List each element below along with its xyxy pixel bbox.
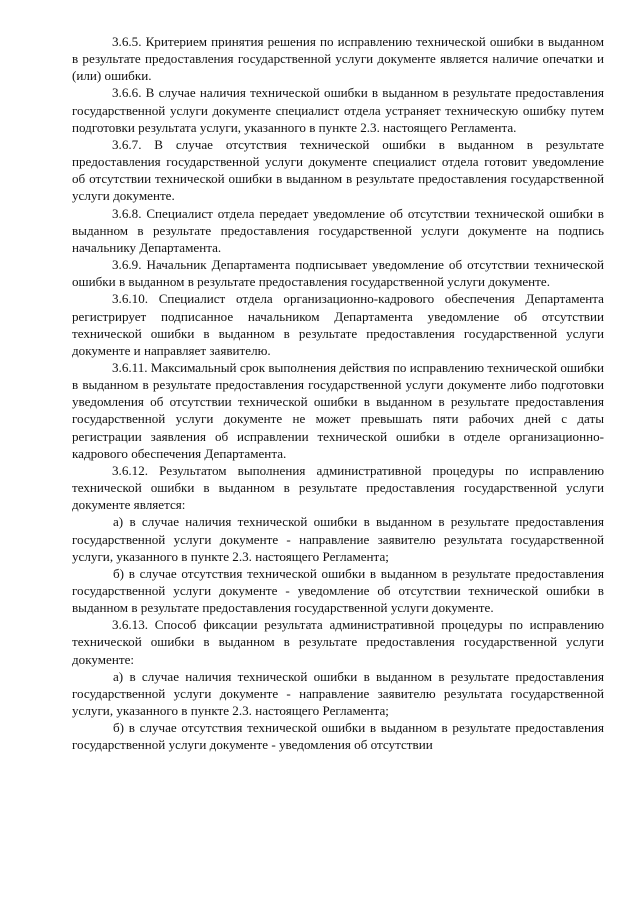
- paragraph-3-6-8: 3.6.8. Специалист отдела передает уведомление об отсутствии технической ошибки в выданном в результате предоставления государственной услуги документе на подпись начальнику Департамента.: [72, 205, 604, 255]
- paragraph-3-6-7: 3.6.7. В случае отсутствия технической ошибки в выданном в результате предоставления государственной услуги документе специалист отдела готовит уведомление об отсутствии технической ошибки в выданном в результате предоставления государственной услуги документе.: [72, 136, 604, 204]
- paragraph-3-6-11: 3.6.11. Максимальный срок выполнения действия по исправлению технической ошибки в выданном в результате предоставления государственной услуги документе либо подготовки уведомления об отсутствии технической ошибки в выданном в результате предоставления государственной услуги документе не может превышать пяти рабочих дней с даты регистрации заявления об исправлении технической ошибки в отделе организационно-кадрового обеспечения Департамента.: [72, 359, 604, 461]
- paragraph-3-6-12: 3.6.12. Результатом выполнения административной процедуры по исправлению технической ошибки в выданном в результате предоставления государственной услуги документе является:: [72, 462, 604, 513]
- paragraph-3-6-13: 3.6.13. Способ фиксации результата административной процедуры по исправлению технической ошибки в выданном в результате предоставления государственной услуги документе:: [72, 617, 604, 667]
- paragraph-3-6-5: 3.6.5. Критерием принятия решения по исправлению технической ошибки в выданном в результате предоставления государственной услуги документе является наличие опечатки и (или) ошибки.: [72, 34, 604, 84]
- paragraph-3-6-12-a: а) в случае наличия технической ошибки в выданном в результате предоставления государственной услуги документе - направление заявителю результата государственной услуги, указанного в пункте 2.3. настоящего Регламента;: [72, 514, 604, 564]
- paragraph-3-6-12-b: б) в случае отсутствия технической ошибки в выданном в результате предоставления государственной услуги документе - уведомление об отсутствии технической ошибки в выданном в результате предоставления государственной услуги документе.: [72, 565, 604, 616]
- paragraph-3-6-9: 3.6.9. Начальник Департамента подписывает уведомление об отсутствии технической ошибки в выданном в результате предоставления государственной услуги документе.: [72, 257, 604, 290]
- paragraph-3-6-13-a: а) в случае наличия технической ошибки в выданном в результате предоставления государственной услуги документе - направление заявителю результата государственной услуги, указанного в пункте 2.3. настоящего Регламента;: [72, 668, 604, 719]
- document-page: [72, 33, 604, 754]
- paragraph-3-6-10: 3.6.10. Специалист отдела организационно-кадрового обеспечения Департамента регистрирует подписанное начальником Департамента уведомление об отсутствии технической ошибки в выданном в результате предоставления государственной услуги документе и направляет заявителю.: [72, 291, 604, 358]
- paragraph-3-6-6: 3.6.6. В случае наличия технической ошибки в выданном в результате предоставления государственной услуги документе специалист отдела устраняет техническую ошибку путем подготовки результата услуги, указанного в пункте 2.3. настоящего Регламента.: [72, 85, 604, 135]
- paragraph-3-6-13-b: б) в случае отсутствия технической ошибки в выданном в результате предоставления государственной услуги документе - уведомления об отсутствии: [72, 720, 604, 753]
